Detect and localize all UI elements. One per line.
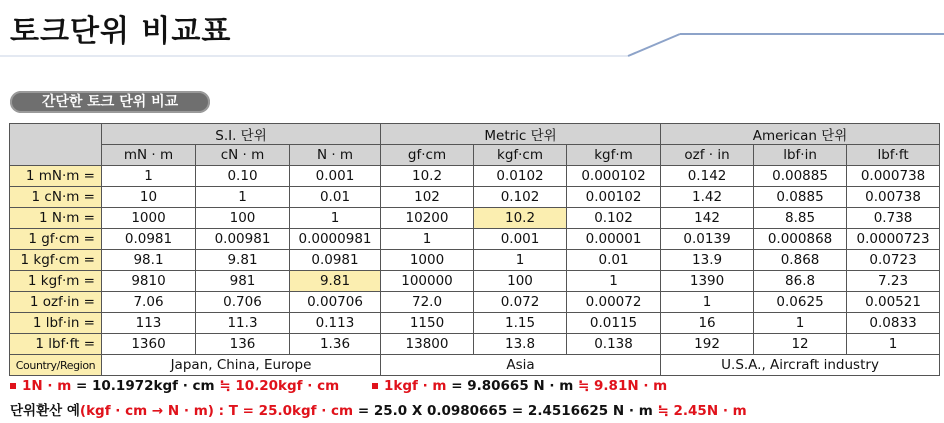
table-cell: 981 [196, 271, 290, 292]
table-cell: 1 [196, 187, 290, 208]
note-kgf-m-eq: = 9.80665 N · m [451, 378, 579, 394]
table-cell: 0.868 [754, 250, 847, 271]
table-cell: 1 [381, 229, 474, 250]
table-cell: 0.0833 [847, 313, 940, 334]
table-cell: 0.0981 [290, 250, 381, 271]
table-cell: 0.0000981 [290, 229, 381, 250]
table-cell: 1 [102, 166, 196, 187]
table-cell: 1 [661, 292, 754, 313]
table-cell: 0.706 [196, 292, 290, 313]
table-cell: 0.00001 [567, 229, 661, 250]
unit-header: ozf · in [661, 145, 754, 166]
table-cell: 100000 [381, 271, 474, 292]
table-cell: 1.36 [290, 334, 381, 355]
row-header: 1 gf·cm = [10, 229, 102, 250]
table-cell: 0.000868 [754, 229, 847, 250]
unit-header: cN · m [196, 145, 290, 166]
region-metric: Asia [381, 355, 661, 376]
page-title: 토크단위 비교표 [10, 14, 232, 49]
table-cell: 1150 [381, 313, 474, 334]
table-cell: 0.00738 [847, 187, 940, 208]
table-cell: 11.3 [196, 313, 290, 334]
table-cell: 0.00981 [196, 229, 290, 250]
table-cell: 8.85 [754, 208, 847, 229]
bullet-icon [372, 383, 378, 389]
table-cell: 9.81 [196, 250, 290, 271]
table-cell: 0.00102 [567, 187, 661, 208]
torque-conversion-table [9, 123, 940, 376]
table-cell: 16 [661, 313, 754, 334]
note-kgf-m [372, 378, 667, 394]
unit-header: kgf·cm [474, 145, 567, 166]
table-cell: 0.738 [847, 208, 940, 229]
group-header-american: American 단위 [661, 124, 940, 145]
table-cell: 13.9 [661, 250, 754, 271]
table-row [10, 208, 940, 229]
note-n-m-eq: = 10.1972kgf · cm [76, 378, 220, 394]
table-cell: 0.000738 [847, 166, 940, 187]
unit-header: lbf·in [754, 145, 847, 166]
table-row [10, 187, 940, 208]
table-cell: 0.142 [661, 166, 754, 187]
table-cell: 98.1 [102, 250, 196, 271]
table-cell: 7.06 [102, 292, 196, 313]
unit-header: N · m [290, 145, 381, 166]
table-cell: 72.0 [381, 292, 474, 313]
table-cell: 10.2 [474, 208, 567, 229]
table-cell: 0.0102 [474, 166, 567, 187]
group-header-metric: Metric 단위 [381, 124, 661, 145]
row-header: 1 kgf·m = [10, 271, 102, 292]
unit-header: gf·cm [381, 145, 474, 166]
table-cell: 9.81 [290, 271, 381, 292]
note-example [10, 399, 747, 419]
row-header: 1 lbf·in = [10, 313, 102, 334]
group-header-si: S.I. 단위 [102, 124, 381, 145]
unit-header: mN · m [102, 145, 196, 166]
table-cell: 0.0139 [661, 229, 754, 250]
table-cell: 86.8 [754, 271, 847, 292]
table-cell: 10.2 [381, 166, 474, 187]
table-cell: 0.0885 [754, 187, 847, 208]
table-cell: 0.0115 [567, 313, 661, 334]
table-cell: 0.001 [290, 166, 381, 187]
unit-header: kgf·m [567, 145, 661, 166]
row-header: 1 ozf·in = [10, 292, 102, 313]
row-header: 1 N·m = [10, 208, 102, 229]
table-cell: 1 [847, 334, 940, 355]
table-cell: 0.113 [290, 313, 381, 334]
table-row [10, 334, 940, 355]
section-badge: 간단한 토크 단위 비교 [10, 91, 210, 113]
table-cell: 100 [196, 208, 290, 229]
table-cell: 1.42 [661, 187, 754, 208]
table-row [10, 313, 940, 334]
table-cell: 1.15 [474, 313, 567, 334]
table-cell: 0.0981 [102, 229, 196, 250]
group-header-row [10, 124, 940, 145]
note-kgf-m-approx: ≒ 9.81N · m [578, 378, 668, 394]
table-cell: 0.10 [196, 166, 290, 187]
table-cell: 1390 [661, 271, 754, 292]
table-cell: 0.01 [290, 187, 381, 208]
note-example-formula: (kgf · cm → N · m) : T = 25.0kgf · cm [79, 403, 358, 419]
table-row [10, 250, 940, 271]
table-cell: 13800 [381, 334, 474, 355]
table-cell: 1000 [381, 250, 474, 271]
table-cell: 0.0625 [754, 292, 847, 313]
note-n-m [10, 378, 339, 394]
table-row [10, 229, 940, 250]
note-example-calc: = 25.0 X 0.0980665 = 2.4516625 N · m [357, 403, 658, 419]
bullet-icon [10, 383, 16, 389]
table-cell: 192 [661, 334, 754, 355]
note-kgf-m-lhs: 1kgf · m [384, 378, 452, 394]
table-cell: 10 [102, 187, 196, 208]
region-american: U.S.A., Aircraft industry [661, 355, 940, 376]
table-cell: 12 [754, 334, 847, 355]
note-example-label: 단위환산 예 [10, 403, 80, 419]
table-cell: 7.23 [847, 271, 940, 292]
table-cell: 9810 [102, 271, 196, 292]
table-cell: 102 [381, 187, 474, 208]
row-header: 1 kgf·cm = [10, 250, 102, 271]
table-cell: 1000 [102, 208, 196, 229]
unit-header-row [10, 145, 940, 166]
table-cell: 1 [567, 271, 661, 292]
corner-cell [10, 124, 102, 166]
table-cell: 0.00706 [290, 292, 381, 313]
table-cell: 0.00072 [567, 292, 661, 313]
note-n-m-approx: ≒ 10.20kgf · cm [219, 378, 340, 394]
table-cell: 0.000102 [567, 166, 661, 187]
note-example-result: ≒ 2.45N · m [657, 403, 747, 419]
table-cell: 0.0723 [847, 250, 940, 271]
table-cell: 100 [474, 271, 567, 292]
region-row [10, 355, 940, 376]
table-cell: 0.00521 [847, 292, 940, 313]
table-cell: 13.8 [474, 334, 567, 355]
row-header: 1 lbf·ft = [10, 334, 102, 355]
table-cell: 0.00885 [754, 166, 847, 187]
table-cell: 0.102 [567, 208, 661, 229]
table-cell: 0.102 [474, 187, 567, 208]
table-cell: 0.138 [567, 334, 661, 355]
table-cell: 10200 [381, 208, 474, 229]
table-cell: 1 [754, 313, 847, 334]
table-row [10, 292, 940, 313]
table-cell: 136 [196, 334, 290, 355]
region-header: Country/Region [10, 355, 102, 376]
table-row [10, 166, 940, 187]
table-cell: 113 [102, 313, 196, 334]
row-header: 1 cN·m = [10, 187, 102, 208]
table-cell: 1 [474, 250, 567, 271]
table-row [10, 271, 940, 292]
table-cell: 0.072 [474, 292, 567, 313]
row-header: 1 mN·m = [10, 166, 102, 187]
table-cell: 1360 [102, 334, 196, 355]
region-si: Japan, China, Europe [102, 355, 381, 376]
table-cell: 142 [661, 208, 754, 229]
table-cell: 0.01 [567, 250, 661, 271]
table-cell: 1 [290, 208, 381, 229]
note-n-m-lhs: 1N · m [22, 378, 76, 394]
table-cell: 0.0000723 [847, 229, 940, 250]
unit-header: lbf·ft [847, 145, 940, 166]
table-cell: 0.001 [474, 229, 567, 250]
